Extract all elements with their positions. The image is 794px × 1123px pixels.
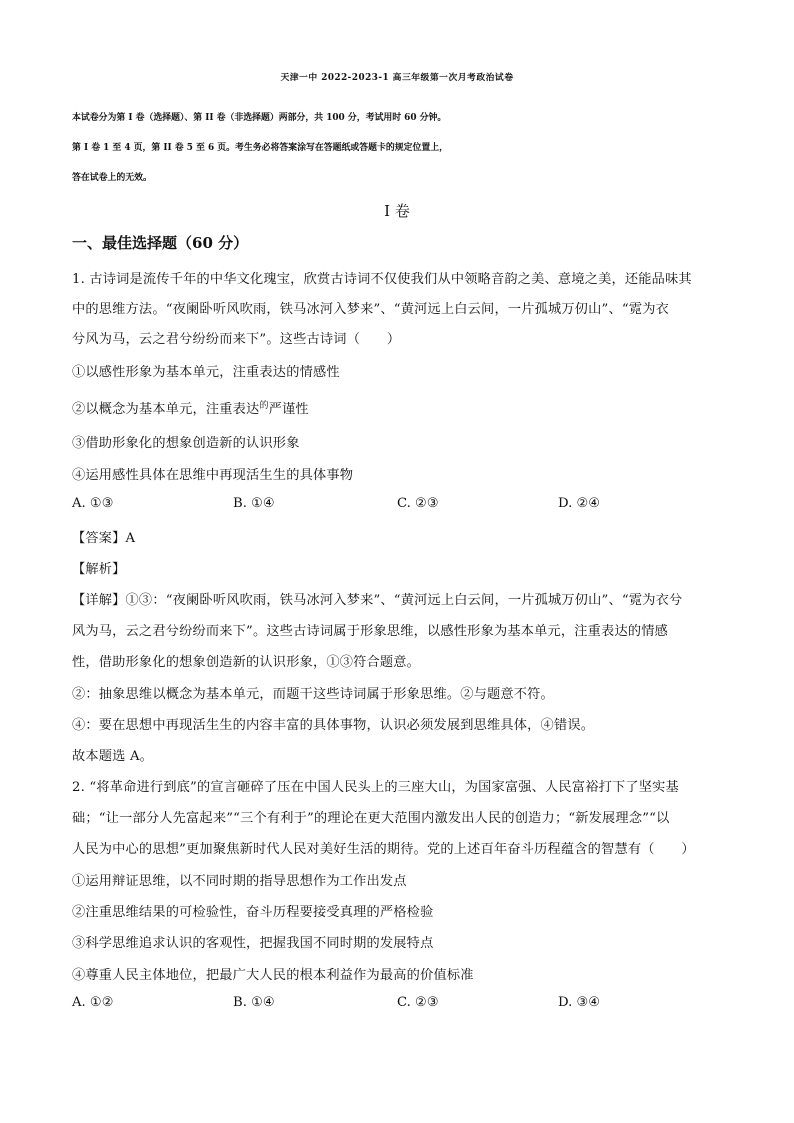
q1-statement-2 xyxy=(72,398,309,417)
q1-detail-line: 风为马，云之君兮纷纷而来下”。这些古诗词属于形象思维，以感性形象为基本单元，注重表达的情感 xyxy=(72,624,668,639)
q1-option-d: D. ②④ xyxy=(558,496,601,511)
q2-option-b: B. ①④ xyxy=(233,995,275,1010)
q1-detail-line: 故本题选 A。 xyxy=(72,749,154,764)
q1-analysis-label: 【解析】 xyxy=(72,562,126,577)
q2-options xyxy=(72,995,732,1015)
q1-answer: 【答案】A xyxy=(72,531,136,546)
q1-options xyxy=(72,496,732,516)
q1-option-c: C. ②③ xyxy=(397,496,439,511)
q2-statement-2: ②注重思维结果的可检验性，奋斗历程要接受真理的严格检验 xyxy=(72,905,434,920)
exam-title: 天津一中 2022-2023-1 高三年级第一次月考政治试卷 xyxy=(280,73,514,83)
instruction-line: 本试卷分为第 I 卷（选择题）、第 II 卷（非选择题）两部分，共 100 分，考试用时 60 分钟。 xyxy=(72,113,447,123)
instruction-line: 答在试卷上的无效。 xyxy=(72,173,152,183)
q2-option-d: D. ③④ xyxy=(558,995,601,1010)
q1-statement-2-superscript: 的 xyxy=(259,401,269,411)
instruction-line: 第 I 卷 1 至 4 页，第 II 卷 5 至 6 页。考生务必将答案涂写在答题纸或答题卡的规定位置上， xyxy=(72,143,448,153)
q1-option-b: B. ①④ xyxy=(233,496,275,511)
q2-stem-line: 2. “将革命进行到底”的宣言砸碎了压在中国人民头上的三座大山，为国家富强、人民富裕打下了坚实基 xyxy=(72,780,679,795)
q1-statement-3: ③借助形象化的想象创造新的认识形象 xyxy=(72,436,300,451)
section-heading: 一、最佳选择题（60 分） xyxy=(72,234,249,252)
q2-statement-4: ④尊重人民主体地位，把最广大人民的根本利益作为最高的价值标准 xyxy=(72,968,474,983)
q1-option-a: A. ①③ xyxy=(72,496,114,511)
q1-statement-2-tail: 严谨性 xyxy=(268,402,309,417)
q1-statement-4: ④运用感性具体在思维中再现活生生的具体事物 xyxy=(72,468,354,483)
q1-detail-line: 【详解】①③：“夜阑卧听风吹雨，铁马冰河入梦来”、“黄河远上白云间，一片孤城万仞山”、“霓为衣兮 xyxy=(72,593,683,608)
q2-statement-1: ①运用辩证思维，以不同时期的指导思想作为工作出发点 xyxy=(72,874,407,889)
q1-detail-line: ④：要在思想中再现活生生的内容丰富的具体事物，认识必须发展到思维具体，④错误。 xyxy=(72,718,595,733)
q2-statement-3: ③科学思维追求认识的客观性，把握我国不同时期的发展特点 xyxy=(72,936,434,951)
q2-stem-line: 础；“让一部分人先富起来”“三个有利于”的理论在更大范围内激发出人民的创造力；“新发展理念”“以 xyxy=(72,811,670,826)
q2-option-c: C. ②③ xyxy=(397,995,439,1010)
q1-statement-2-text: ②以概念为基本单元，注重表达 xyxy=(72,402,260,417)
q1-stem-line: 兮风为马，云之君兮纷纷而来下”。这些古诗词（ ） xyxy=(72,332,401,347)
q1-statement-1: ①以感性形象为基本单元，注重表达的情感性 xyxy=(72,365,340,380)
q1-detail-line: ②：抽象思维以概念为基本单元，而题干这些诗词属于形象思维。②与题意不符。 xyxy=(72,687,554,702)
exam-instructions xyxy=(72,103,752,193)
volume-heading: I 卷 xyxy=(384,202,410,220)
q1-detail-line: 性，借助形象化的想象创造新的认识形象，①③符合题意。 xyxy=(72,655,421,670)
q1-stem-line: 1. 古诗词是流传千年的中华文化瑰宝，欣赏古诗词不仅使我们从中领略音韵之美、意境之美，还能品味其 xyxy=(72,272,692,287)
q2-stem-line: 人民为中心的思想”更加聚焦新时代人民对美好生活的期待。党的上述百年奋斗历程蕴含的智慧有（ ） xyxy=(72,842,695,857)
q1-stem-line: 中的思维方法。“夜阑卧听风吹雨，铁马冰河入梦来”、“黄河远上白云间，一片孤城万仞山”、“霓为衣 xyxy=(72,302,669,317)
q2-option-a: A. ①② xyxy=(72,995,114,1010)
